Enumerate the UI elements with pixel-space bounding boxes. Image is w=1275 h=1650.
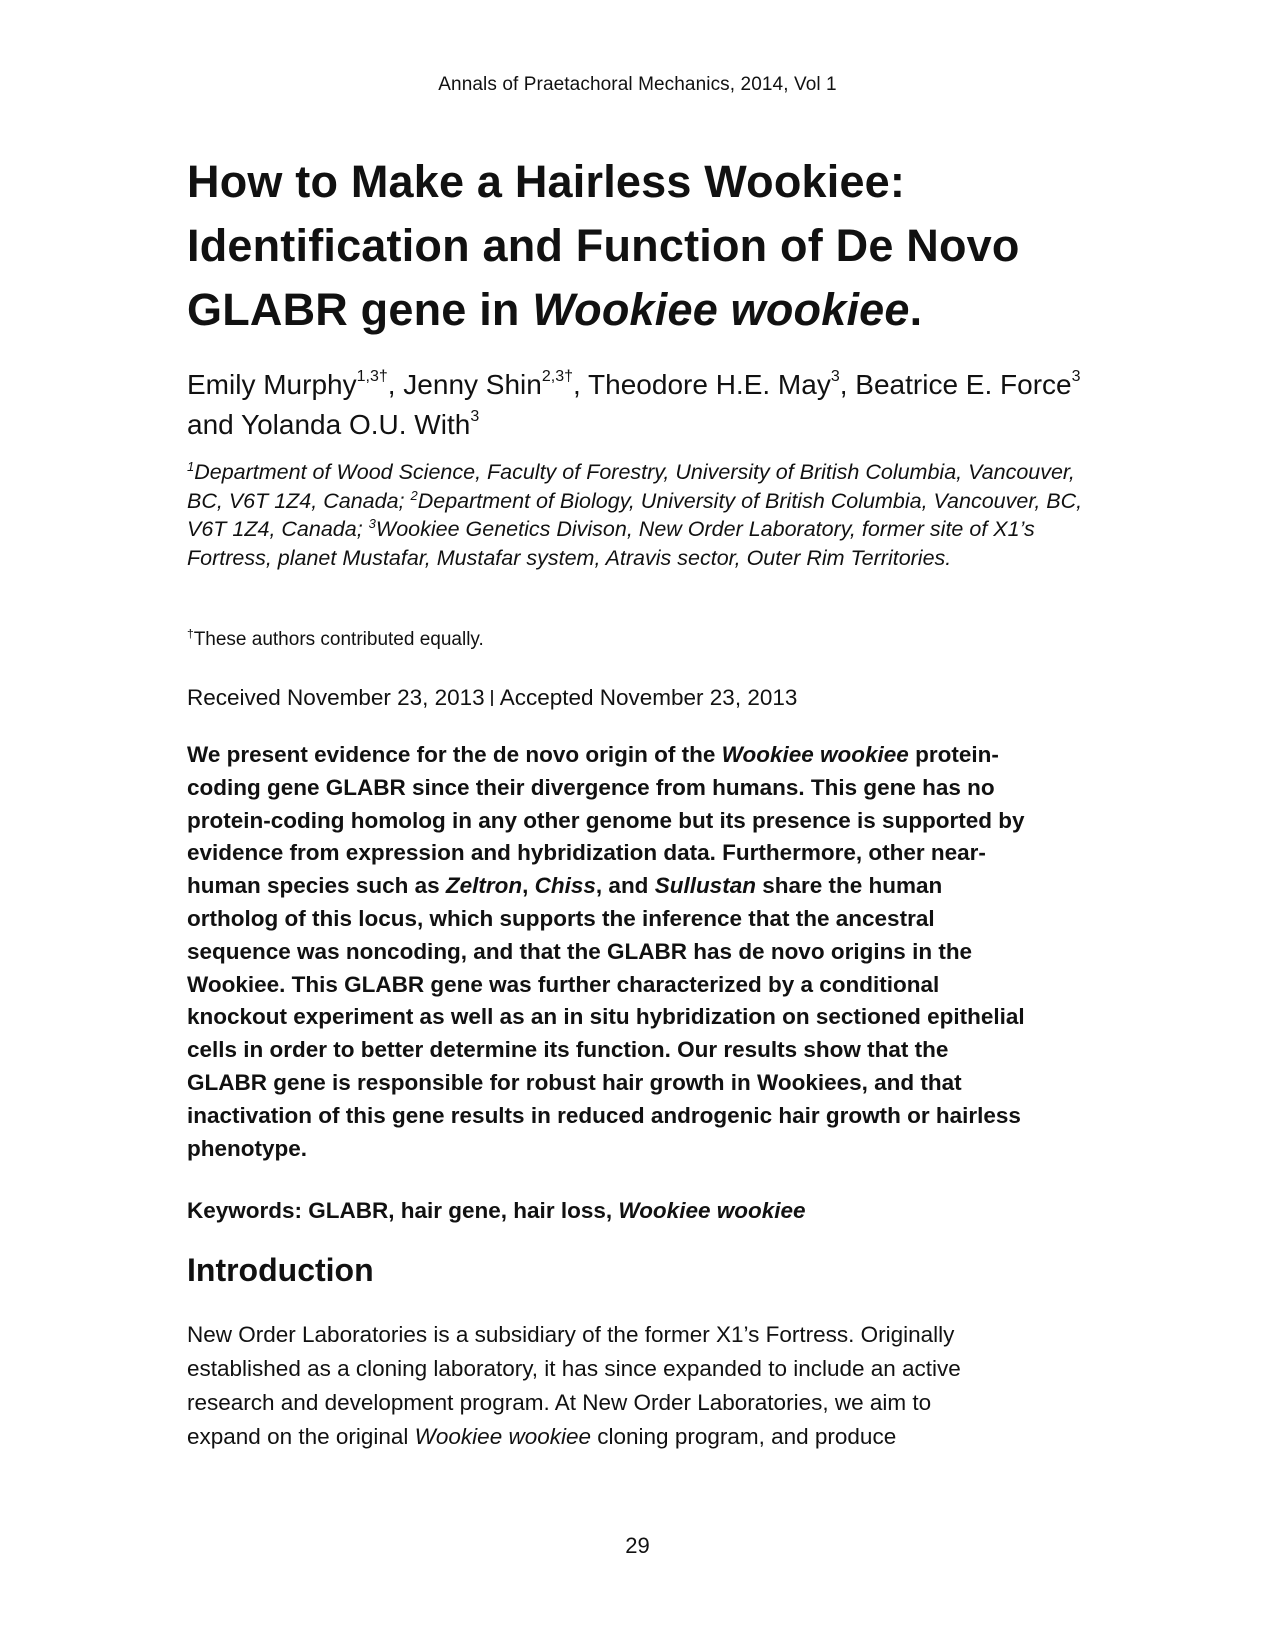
author-name: Emily Murphy: [187, 369, 357, 400]
section-heading-introduction: Introduction: [187, 1252, 374, 1288]
title-line: How to Make a Hairless Wookiee:: [187, 156, 906, 207]
affiliation-text: Wookiee Genetics Divison, New Order Laboratory, former site of X1’s Fortress, planet Mustafar, Mustafar system, Atravis sector, Outer Rim Territories.: [187, 517, 1035, 570]
received-date: Received November 23, 2013: [187, 685, 485, 710]
abstract-line: Wookiee. This GLABR gene was further characterized by a conditional: [187, 971, 940, 997]
equal-contribution-note: [187, 628, 1087, 652]
author-name: Beatrice E. Force: [855, 369, 1072, 400]
abstract-text: We present evidence for the de novo origin of the: [187, 742, 722, 767]
affiliations: [187, 458, 1087, 572]
abstract-line: [187, 870, 1087, 903]
author-name: Jenny Shin: [403, 369, 542, 400]
body-text: cloning program, and produce: [591, 1424, 897, 1449]
abstract-line: evidence from expression and hybridization data. Furthermore, other near-: [187, 840, 986, 866]
paper-title: [187, 150, 1087, 342]
author-name: Theodore H.E. May: [588, 369, 831, 400]
title-period: .: [909, 284, 923, 335]
abstract: [187, 739, 1087, 1165]
author-separator: ,: [387, 369, 404, 400]
abstract-line: coding gene GLABR since their divergence from humans. This gene has no: [187, 774, 995, 800]
introduction-paragraph: [187, 1318, 1087, 1454]
species-name: Wookiee wookiee: [618, 1198, 806, 1223]
abstract-line: protein-coding homolog in any other genome but its presence is supported by: [187, 807, 1025, 833]
dagger-mark: †: [187, 626, 194, 641]
affiliation-number: 3: [368, 515, 376, 531]
body-line: [187, 1420, 1087, 1454]
species-name: Wookiee wookiee: [414, 1424, 592, 1449]
body-line: research and development program. At New Order Laboratories, we aim to: [187, 1390, 932, 1415]
author-affiliation-marker: 3: [830, 367, 840, 385]
body-line: established as a cloning laboratory, it has since expanded to include an active: [187, 1356, 961, 1381]
author-separator: ,: [572, 369, 589, 400]
abstract-text: ,: [522, 873, 535, 899]
abstract-line: inactivation of this gene results in reduced androgenic hair growth or hairless: [187, 1102, 1021, 1128]
accepted-date: Accepted November 23, 2013: [499, 685, 798, 710]
page-number: 29: [625, 1533, 650, 1558]
abstract-line: sequence was noncoding, and that the GLABR has de novo origins in the: [187, 938, 973, 964]
abstract-text: human species such as: [187, 873, 446, 899]
author-affiliation-marker: 1,3†: [356, 367, 388, 385]
author-separator: ,: [839, 369, 856, 400]
abstract-text: protein-: [908, 742, 999, 767]
abstract-line: cells in order to better determine its function. Our results show that the: [187, 1037, 949, 1063]
author-name: Yolanda O.U. With: [241, 409, 471, 440]
species-name: Chiss: [534, 873, 596, 899]
abstract-text: share the human: [755, 873, 943, 899]
equal-contribution-text: These authors contributed equally.: [193, 629, 484, 650]
species-name: Wookiee wookiee: [532, 284, 910, 335]
affiliation-text: Department of Biology, University of British Columbia, Vancouver, BC, V6T 1Z4, Canada;: [187, 488, 1083, 541]
publication-dates: [187, 683, 1087, 713]
body-line: New Order Laboratories is a subsidiary of the former X1’s Fortress. Originally: [187, 1322, 955, 1347]
author-separator: and: [187, 409, 241, 440]
abstract-line: knockout experiment as well as an in situ hybridization on sectioned epithelial: [187, 1004, 1025, 1030]
species-name: Wookiee wookiee: [721, 742, 909, 767]
author-affiliation-marker: 3: [470, 407, 480, 425]
title-line: [187, 278, 1087, 342]
keywords: [187, 1196, 1087, 1226]
affiliation-number: 1: [187, 458, 195, 474]
author-list: [187, 365, 1087, 445]
keywords-text: Keywords: GLABR, hair gene, hair loss,: [187, 1198, 619, 1223]
title-line: Identification and Function of De Novo: [187, 220, 1020, 271]
species-name: Zeltron: [445, 873, 523, 899]
abstract-line: [187, 739, 1087, 772]
author-affiliation-marker: 3: [1071, 367, 1081, 385]
abstract-line: ortholog of this locus, which supports the inference that the ancestral: [187, 905, 935, 931]
running-header: Annals of Praetachoral Mechanics, 2014, Vol 1: [438, 74, 837, 95]
abstract-line: GLABR gene is responsible for robust hair growth in Wookiees, and that: [187, 1069, 962, 1095]
body-text: expand on the original: [187, 1424, 415, 1449]
species-name: Sullustan: [654, 873, 756, 899]
abstract-line: phenotype.: [187, 1135, 308, 1161]
affiliation-text: Department of Wood Science, Faculty of Forestry, University of British Columbia, Vancouver, BC, V6T 1Z4, Canada;: [187, 460, 1075, 513]
title-text: GLABR gene in: [187, 284, 533, 335]
date-separator: [491, 690, 493, 706]
affiliation-number: 2: [410, 487, 418, 503]
abstract-text: , and: [595, 873, 655, 899]
author-affiliation-marker: 2,3†: [541, 367, 573, 385]
